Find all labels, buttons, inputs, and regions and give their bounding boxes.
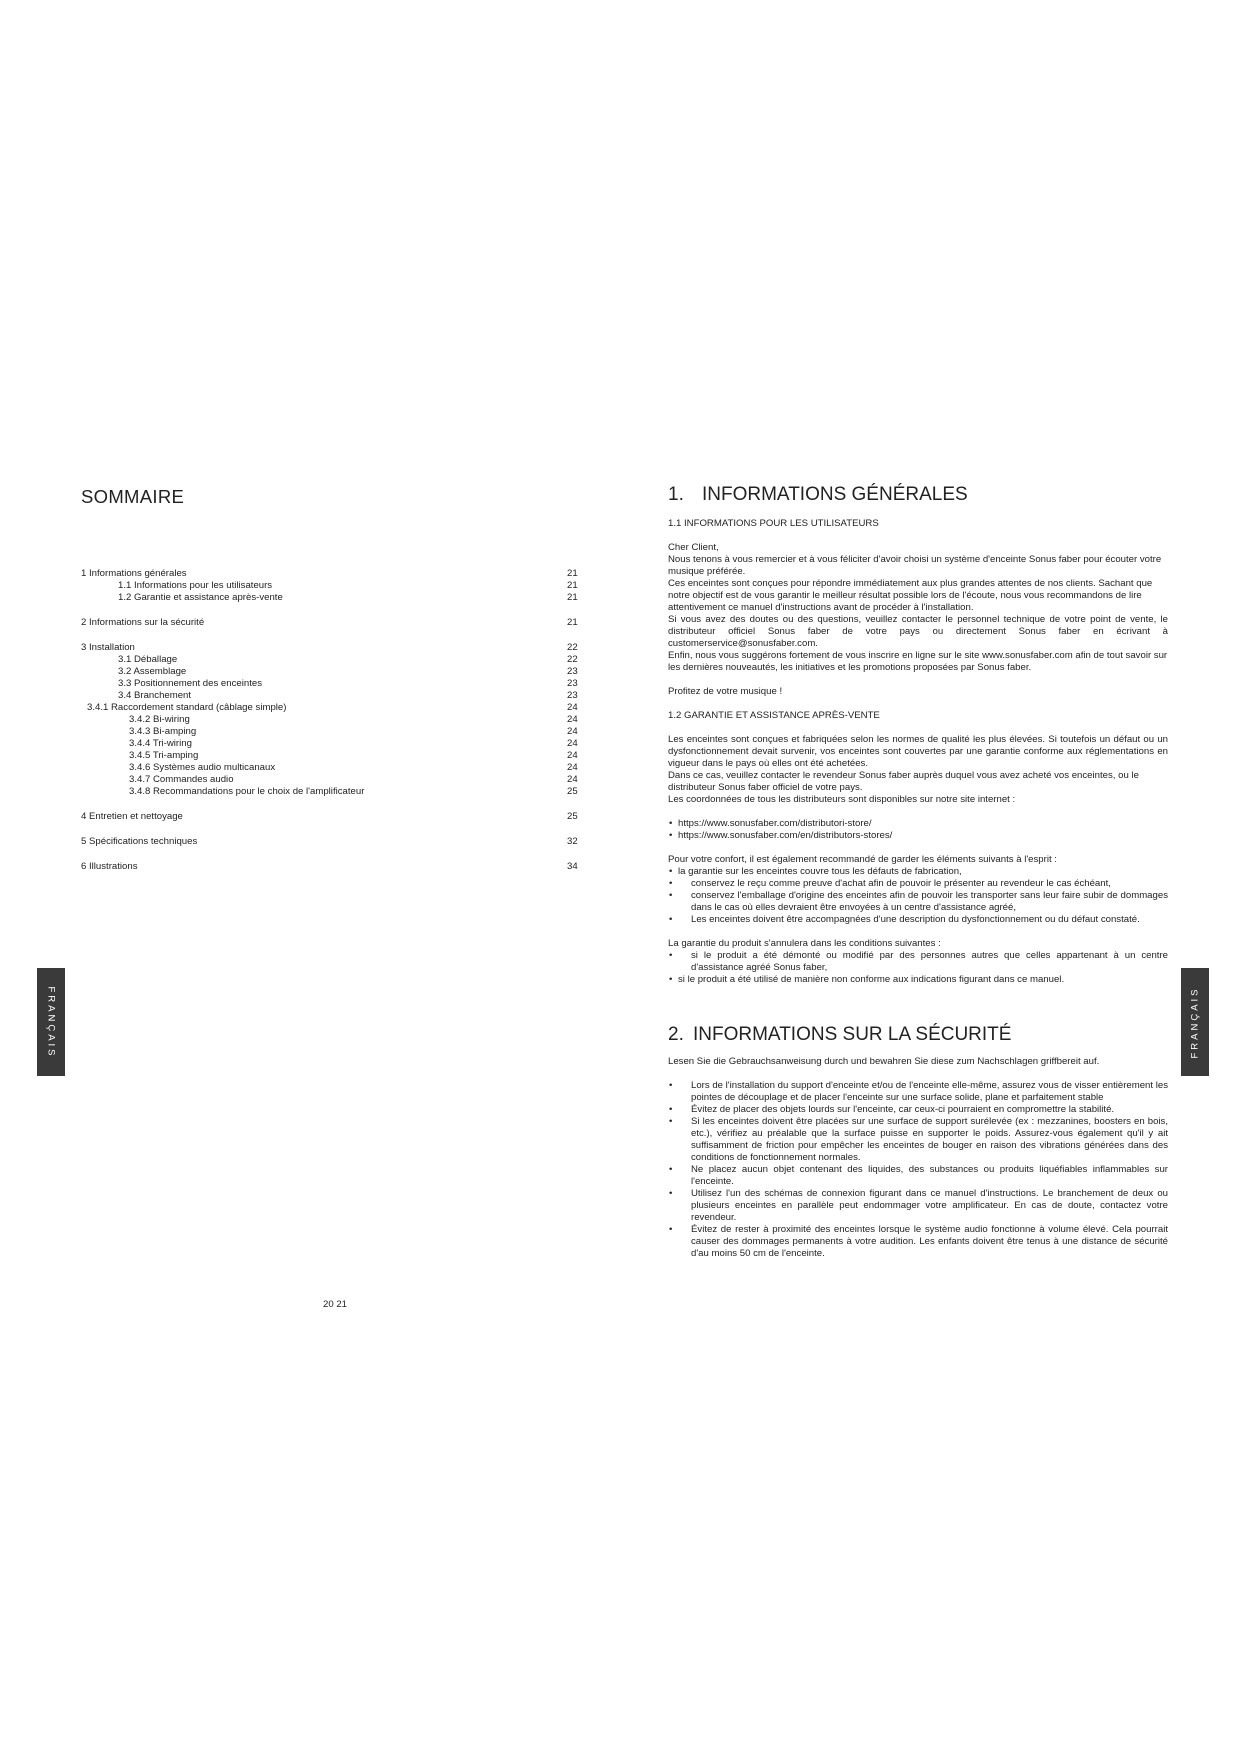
- section-1-number: 1.: [668, 484, 684, 505]
- warranty-reminders: [668, 866, 1168, 926]
- list-item: • Lors de l'installation du support d'enceinte et/ou de l'enceinte elle-même, assurez vous de visser entièrement les pointes de découplage et de placer l'enceinte sur une surface solide, plane et parfaitement stable: [668, 1080, 1168, 1104]
- toc-entry-label: 5 Spécifications techniques: [81, 836, 198, 847]
- section-general-information: [668, 484, 1168, 986]
- list-item: • conservez le reçu comme preuve d'achat afin de pouvoir le présenter au revendeur le cas échéant,: [668, 878, 1168, 890]
- language-tab-label: FRANÇAIS: [1189, 985, 1201, 1059]
- toc-entry-label: 3.4.8 Recommandations pour le choix de l'amplificateur: [129, 786, 365, 797]
- toc-entry-label: 3.4.4 Tri-wiring: [129, 738, 192, 749]
- safety-list: [668, 1080, 1168, 1260]
- toc-entry[interactable]: [81, 642, 581, 654]
- toc-entry[interactable]: [81, 762, 581, 774]
- toc-entry[interactable]: [81, 836, 581, 848]
- toc-entry-label: 3.4.3 Bi-amping: [129, 726, 197, 737]
- toc-entry-page: 34: [567, 861, 578, 872]
- toc-entry-label: 3.4.2 Bi-wiring: [129, 714, 190, 725]
- distributor-link[interactable]: • https://www.sonusfaber.com/distributori-store/: [668, 818, 1168, 830]
- toc-entry-page: 21: [567, 568, 578, 579]
- toc-entry[interactable]: [81, 690, 581, 702]
- paragraph: La garantie du produit s'annulera dans les conditions suivantes :: [668, 938, 941, 949]
- toc-entry[interactable]: [81, 678, 581, 690]
- section-safety-information: [668, 1024, 1168, 1260]
- toc-entry-page: 24: [567, 702, 578, 713]
- toc-entry[interactable]: [81, 726, 581, 738]
- distributor-links: [668, 818, 1168, 842]
- toc-entry-page: 24: [567, 738, 578, 749]
- greeting: Cher Client,: [668, 542, 719, 553]
- toc-entry-page: 22: [567, 654, 578, 665]
- toc-entry[interactable]: [81, 666, 581, 678]
- toc-entry-label: 6 Illustrations: [81, 861, 138, 872]
- paragraph: Les enceintes sont conçues et fabriquées selon les normes de qualité les plus élevées. Si toutefois un défaut ou un dysfonctionnement devait survenir, vos enceintes sont couvertes par une garantie conforme aux réglementations en vigueur dans le pays où elles ont été achetées.: [668, 734, 1168, 769]
- toc-entry-page: 23: [567, 690, 578, 701]
- section-1-heading: [668, 484, 1168, 506]
- toc-entry[interactable]: [81, 617, 581, 629]
- list-item: • la garantie sur les enceintes couvre tous les défauts de fabrication,: [668, 866, 1168, 878]
- toc-entry-page: 24: [567, 762, 578, 773]
- toc-entry-page: 25: [567, 786, 578, 797]
- language-tab-right: [1181, 968, 1209, 1076]
- toc-entry-page: 24: [567, 774, 578, 785]
- subsection-1-2-heading: 1.2 GARANTIE ET ASSISTANCE APRÈS-VENTE: [668, 710, 880, 721]
- section-2-title: INFORMATIONS SUR LA SÉCURITÉ: [693, 1024, 1012, 1045]
- toc-entry-label: 3.3 Positionnement des enceintes: [118, 678, 262, 689]
- list-item: • Si les enceintes doivent être placées sur une surface de support surélevée (ex : mezzanines, boosters en bois, etc.), vérifiez au préalable que la surface puisse en supporter le poids. Assurez-vous également qu'il y ait suffisamment de friction pour empêcher les enceintes de bouger en raison des vibrations générées dans des conditions de fonctionnement normales.: [668, 1116, 1168, 1164]
- paragraph: Profitez de votre musique !: [668, 686, 783, 697]
- toc-entry[interactable]: [81, 580, 581, 592]
- toc-entry[interactable]: [81, 861, 581, 873]
- list-item: • si le produit a été utilisé de manière non conforme aux indications figurant dans ce manuel.: [668, 974, 1168, 986]
- language-tab-label: FRANÇAIS: [45, 985, 57, 1059]
- section-2-number: 2.: [668, 1024, 684, 1045]
- toc-entry[interactable]: [81, 568, 581, 580]
- paragraph: Dans ce cas, veuillez contacter le revendeur Sonus faber auprès duquel vous avez acheté vos enceintes, ou le distributeur Sonus faber officiel de votre pays.: [668, 770, 1139, 793]
- toc-entry-page: 24: [567, 714, 578, 725]
- list-item: • Évitez de rester à proximité des enceintes lorsque le système audio fonctionne à volume élevé. Cela pourrait causer des dommages permanents à votre audition. Les enfants doivent être tenus à une distance de sécurité d'au moins 50 cm de l'enceinte.: [668, 1224, 1168, 1260]
- toc-entry-label: 3.4 Branchement: [118, 690, 192, 701]
- paragraph: Pour votre confort, il est également recommandé de garder les éléments suivants à l'esprit :: [668, 854, 1057, 865]
- toc-entry[interactable]: [81, 702, 581, 714]
- list-item: • Évitez de placer des objets lourds sur l'enceinte, car ceux-ci pourraient en compromettre la stabilité.: [668, 1104, 1168, 1116]
- toc-entry[interactable]: [81, 592, 581, 604]
- toc-entry-page: 21: [567, 617, 578, 628]
- toc-entry[interactable]: [81, 654, 581, 666]
- list-item: • si le produit a été démonté ou modifié par des personnes autres que celles appartenant à un centre d'assistance agréé Sonus faber,: [668, 950, 1168, 974]
- toc-entry[interactable]: [81, 774, 581, 786]
- toc-entry-label: 3.4.5 Tri-amping: [129, 750, 199, 761]
- paragraph: Si vous avez des doutes ou des questions, veuillez contacter le personnel technique de votre point de vente, le distributeur officiel Sonus faber de votre pays ou directement Sonus faber en écrivant à customerservice@sonusfaber.com.: [668, 614, 1168, 649]
- toc-entry-label: 2 Informations sur la sécurité: [81, 617, 205, 628]
- toc-entry-page: 22: [567, 642, 578, 653]
- toc-entry[interactable]: [81, 738, 581, 750]
- toc-entry-page: 24: [567, 750, 578, 761]
- toc-entry-label: 1.1 Informations pour les utilisateurs: [118, 580, 273, 591]
- toc-title: SOMMAIRE: [81, 486, 185, 507]
- language-tab-left: [37, 968, 65, 1076]
- distributor-link[interactable]: • https://www.sonusfaber.com/en/distributors-stores/: [668, 830, 1168, 842]
- toc-entry[interactable]: [81, 811, 581, 823]
- toc-entry-label: 3.4.1 Raccordement standard (câblage simple): [87, 702, 287, 713]
- toc-entry[interactable]: [81, 750, 581, 762]
- toc-entry-label: 4 Entretien et nettoyage: [81, 811, 183, 822]
- toc-entry[interactable]: [81, 714, 581, 726]
- toc-entry-page: 24: [567, 726, 578, 737]
- list-item: • Ne placez aucun objet contenant des liquides, des substances ou produits liquéfiables inflammables sur l'enceinte.: [668, 1164, 1168, 1188]
- toc-entry-label: 3.2 Assemblage: [118, 666, 187, 677]
- paragraph: Nous tenons à vous remercier et à vous féliciter d'avoir choisi un système d'enceinte Sonus faber pour écouter votre musique préférée.: [668, 554, 1162, 577]
- toc-entry-label: 3.4.6 Systèmes audio multicanaux: [129, 762, 276, 773]
- toc-entry-page: 25: [567, 811, 578, 822]
- paragraph: Les coordonnées de tous les distributeurs sont disponibles sur notre site internet :: [668, 794, 1016, 805]
- toc-entry-label: 1 Informations générales: [81, 568, 187, 579]
- toc-entry-page: 21: [567, 592, 578, 603]
- warranty-void-conditions: [668, 950, 1168, 986]
- toc-entry-page: 32: [567, 836, 578, 847]
- paragraph: Lesen Sie die Gebrauchsanweisung durch und bewahren Sie diese zum Nachschlagen griffbereit auf.: [668, 1056, 1100, 1067]
- toc-entry-page: 21: [567, 580, 578, 591]
- toc-entry-page: 23: [567, 666, 578, 677]
- page-numbers: 20 21: [323, 1299, 348, 1310]
- subsection-1-1-heading: 1.1 INFORMATIONS POUR LES UTILISATEURS: [668, 518, 879, 529]
- table-of-contents: [81, 568, 581, 873]
- section-1-title: INFORMATIONS GÉNÉRALES: [702, 484, 968, 505]
- toc-entry-label: 3.1 Déballage: [118, 654, 178, 665]
- toc-entry-label: 1.2 Garantie et assistance après-vente: [118, 592, 283, 603]
- section-2-heading: [668, 1024, 1168, 1046]
- list-item: • conservez l'emballage d'origine des enceintes afin de pouvoir les transporter sans leur faire subir de dommages dans le cas où elles devraient être envoyées à un centre d'assistance agréé,: [668, 890, 1168, 914]
- paragraph: Ces enceintes sont conçues pour répondre immédiatement aux plus grandes attentes de nos clients. Sachant que notre objectif est de vous garantir le meilleur résultat possible lors de l'écoute, nous vous recommandons de lire attentivement ce manuel d'instructions avant de procéder à l'installation.: [668, 578, 1153, 613]
- list-item: • Utilisez l'un des schémas de connexion figurant dans ce manuel d'instructions. Le branchement de deux ou plusieurs enceintes en parallèle peut endommager votre amplificateur. En cas de doute, contactez votre revendeur.: [668, 1188, 1168, 1224]
- toc-entry[interactable]: [81, 786, 581, 798]
- toc-entry-label: 3.4.7 Commandes audio: [129, 774, 234, 785]
- list-item: • Les enceintes doivent être accompagnées d'une description du dysfonctionnement ou du défaut constaté.: [668, 914, 1168, 926]
- toc-entry-label: 3 Installation: [81, 642, 135, 653]
- paragraph: Enfin, nous vous suggérons fortement de vous inscrire en ligne sur le site www.sonusfaber.com afin de tout savoir sur les dernières nouveautés, les initiatives et les promotions proposées par Sonus faber.: [668, 650, 1168, 673]
- toc-entry-page: 23: [567, 678, 578, 689]
